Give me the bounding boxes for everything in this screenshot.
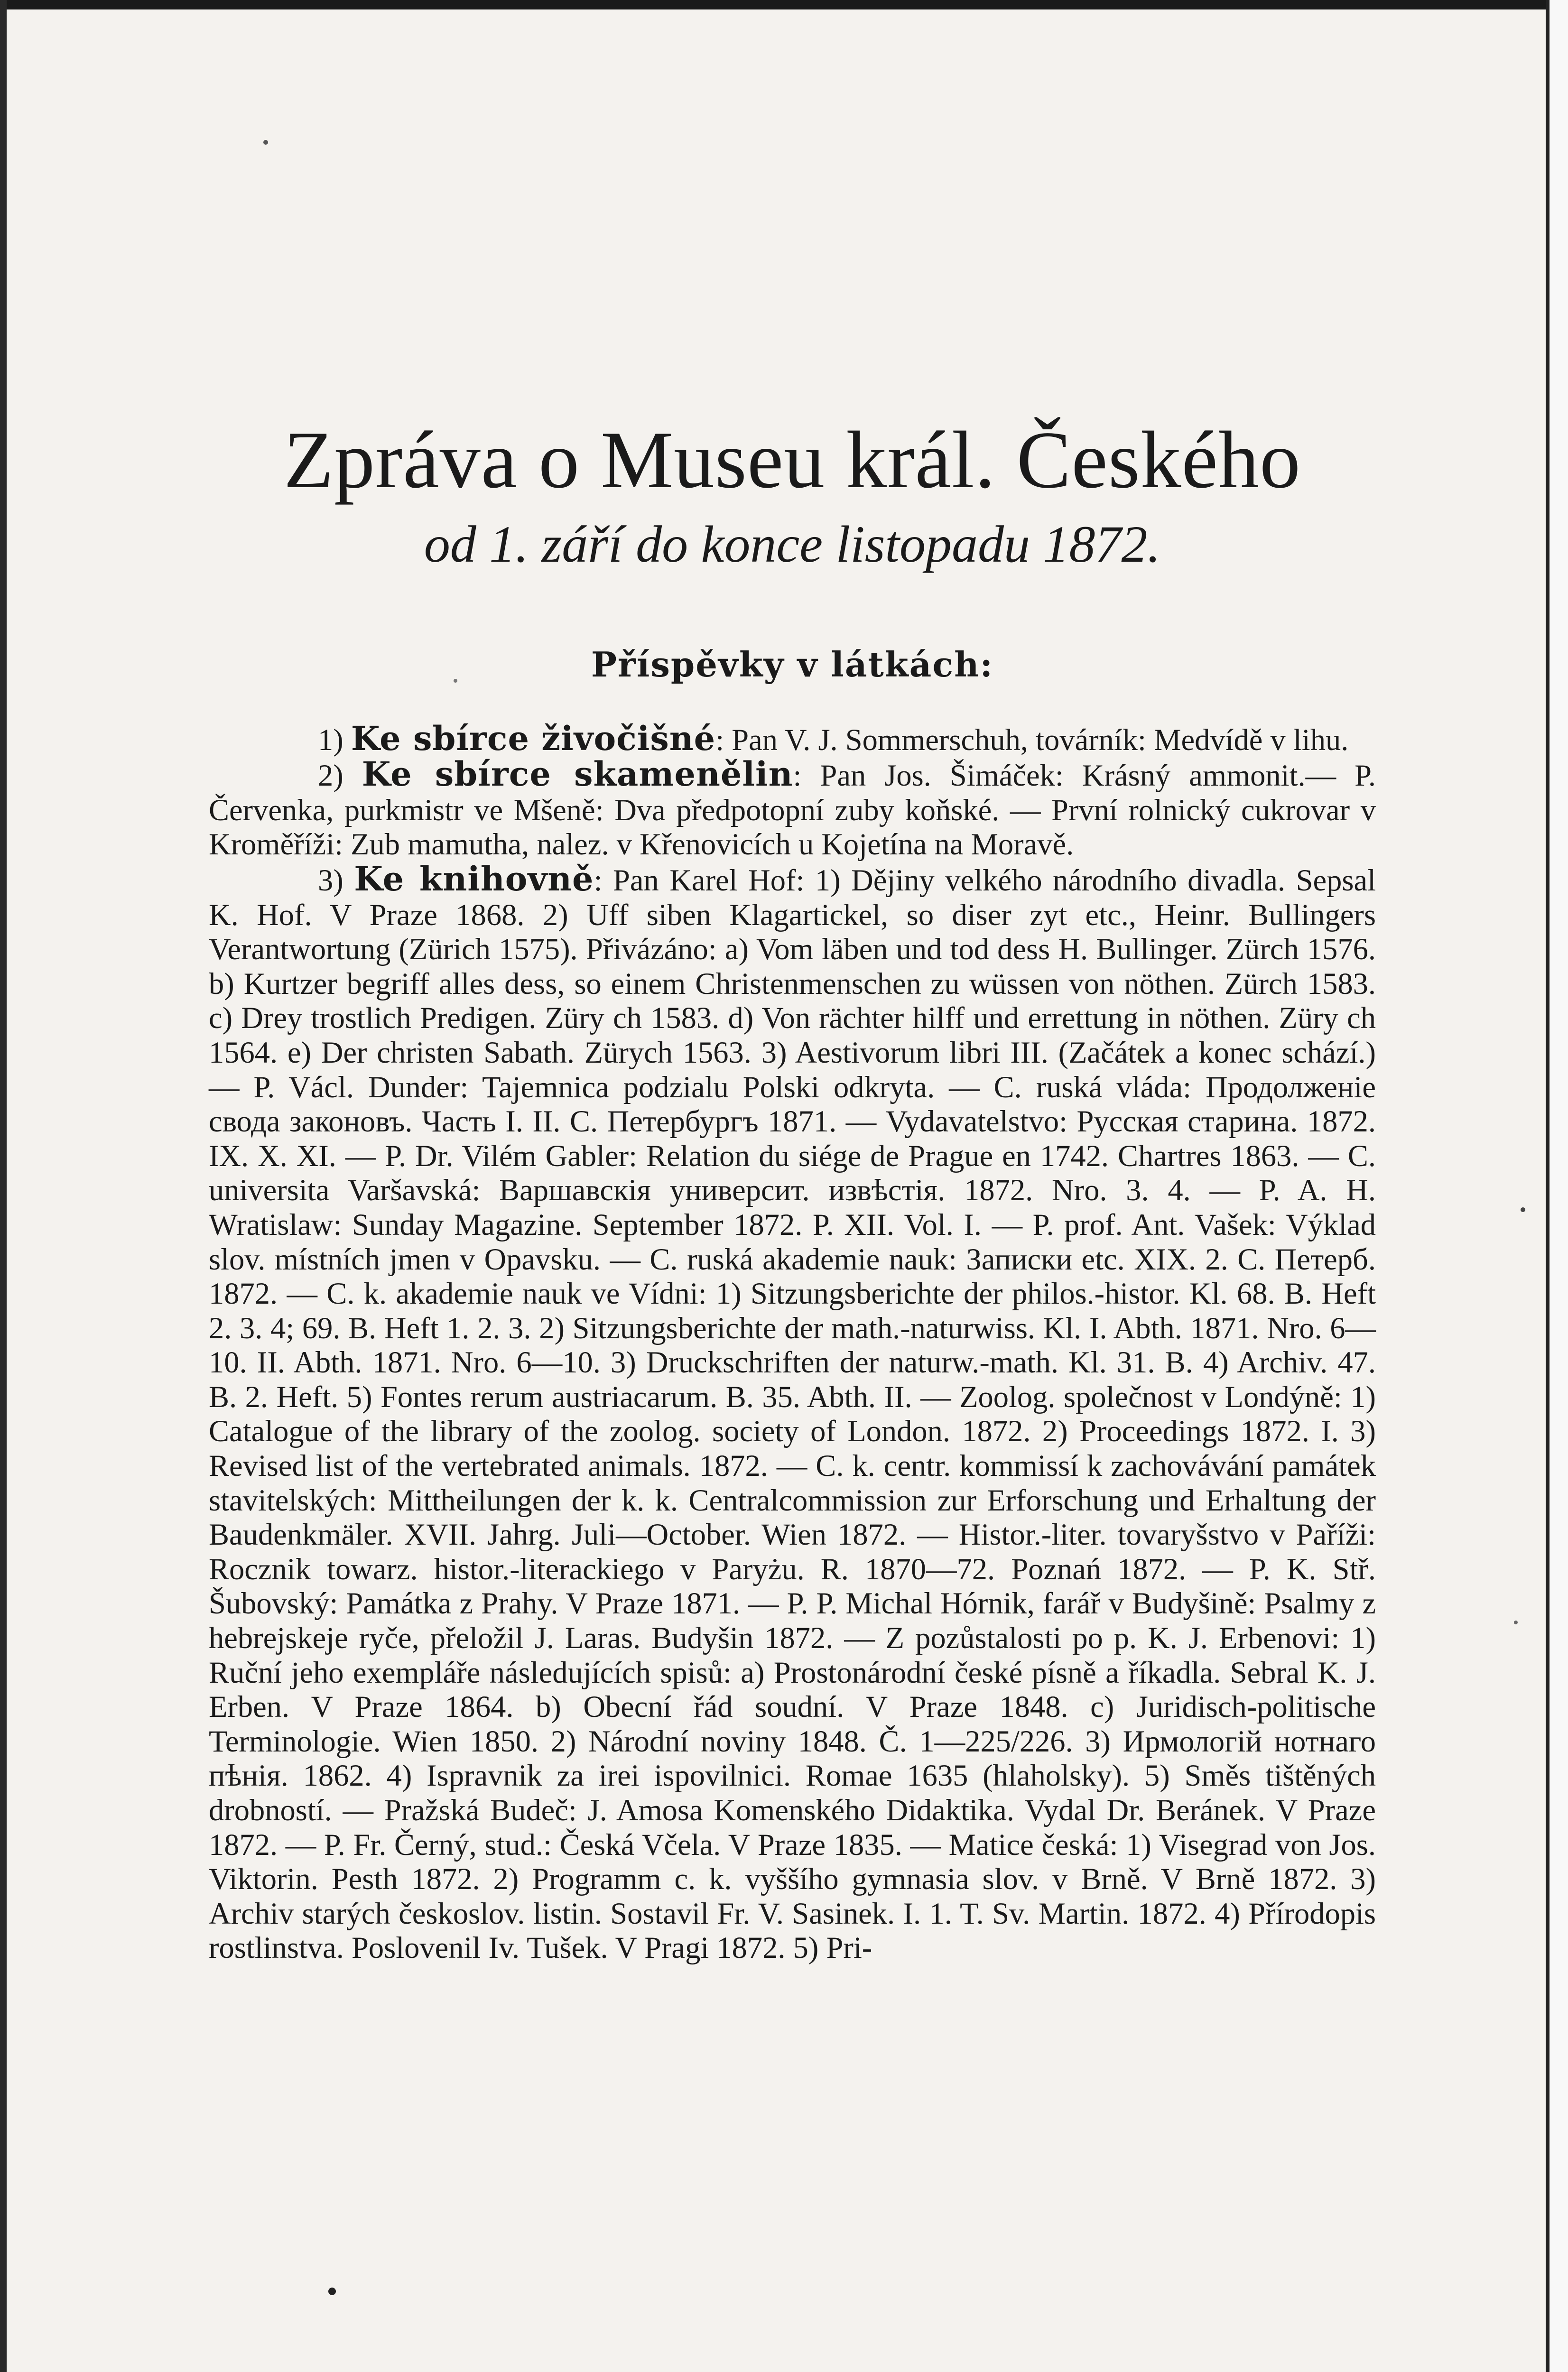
list-item [209,718,1376,758]
item-number: 3) [318,863,343,897]
list-item [209,754,1376,862]
ink-speck [1514,1621,1518,1624]
item-text: : Pan Karel Hof: 1) Dějiny velkého národního divadla. Sepsal K. Hof. V Praze 1868. 2) Uff siben Klagartickel, so diser zyt etc., Heinr. Bullingers Verantwortung (Zürich 1575). Přivázáno: a) Vom läben und tod dess H. Bullinger. Zürch 1576. b) Kurtzer begriff alles dess, so einem Christenmenschen zu wüssen von nöthen. Zürch 1583. c) Drey trostlich Predigen. Züry ch 1583. d) Von rächter hilff und errettung in nöthen. Züry ch 1564. e) Der christen Sabath. Zürych 1563. 3) Aestivorum libri III. (Začátek a konec schází.) — P. Václ. Dunder: Tajemnica podzialu Polski odkryta. — C. ruská vláda: Продолженіе свода законовъ. Часть I. II. С. Петербургъ 1871. — Vydavatelstvo: Русская старина. 1872. IX. X. XI. — P. Dr. Vilém Gabler: Relation du siége de Prague en 1742. Chartres 1863. — C. universita Varšavská: Варшавскія университ. извѣстія. 1872. Nro. 3. 4. — P. A. H. Wratislaw: Sunday Magazine. September 1872. P. XII. Vol. I. — P. prof. Ant. Vašek: Výklad slov. místních jmen v Opavsku. — C. ruská akademie nauk: Записки etc. XIX. 2. С. Петерб. 1872. — C. k. akademie nauk ve Vídni: 1) Sitzungsberichte der philos.-histor. Kl. 68. B. Heft 2. 3. 4; 69. B. Heft 1. 2. 3. 2) Sitzungsberichte der math.-naturwiss. Kl. I. Abth. 1871. Nro. 6—10. II. Abth. 1871. Nro. 6—10. 3) Druckschriften der naturw.-math. Kl. 31. B. 4) Archiv. 47. B. 2. Heft. 5) Fontes rerum austriacarum. B. 35. Abth. II. — Zoolog. společnost v Londýně: 1) Catalogue of the library of the zoolog. society of London. 1872. 2) Proceedings 1872. I. 3) Revised list of the vertebrated animals. 1872. — C. k. centr. kommissí k zachovávání památek stavitelských: Mittheilungen der k. k. Centralcommission zur Erforschung und Erhaltung der Baudenkmäler. XVII. Jahrg. Juli—October. Wien 1872. — Histor.-liter. tovaryšstvo v Paříži: Rocznik towarz. histor.-literackiego v Paryżu. R. 1870—72. Poznań 1872. — P. K. Stř. Šubovský: Památka z Prahy. V Praze 1871. — P. P. Michal Hórnik, farář v Budyšině: Psalmy z hebrejskeje ryče, přeložil J. Laras. Budyšin 1872. — Z pozůstalosti po p. K. J. Erbenovi: 1) Ruční jeho exempláře následujících spisů: a) Prostonárodní české písně a říkadla. Sebral K. J. Erben. V Praze 1864. b) Obecní řád soudní. V Praze 1848. c) Juridisch-politische Terminologie. Wien 1850. 2) Národní noviny 1848. Č. 1—225/226. 3) Ирмологій нотнаго пѣнія. 1862. 4) Ispravnik za irei ispovilnici. Romae 1635 (hlaholsky). 5) Směs tištěných drobností. — Pražská Budeč: J. Amosa Komenského Didaktika. Vydal Dr. Beránek. V Praze 1872. — P. Fr. Černý, stud.: Česká Včela. V Praze 1835. — Matice česká: 1) Visegrad von Jos. Viktorin. Pesth 1872. 2) Programm c. k. vyššího gymnasia slov. v Brně. V Brně 1872. 3) Archiv starých českoslov. listin. Sostavil Fr. V. Sasinek. I. 1. T. Sv. Martin. 1872. 4) Přírodopis rostlinstva. Poslovenil Iv. Tušek. V Pragi 1872. 5) Pri- [209,863,1376,1965]
page-subtitle: od 1. září do konce listopadu 1872. [424,515,1161,573]
item-heading: Ke sbírce živočišné [351,718,716,758]
item-heading: Ke sbírce skamenělin [362,754,793,794]
scan-border-left [0,0,7,2372]
scan-border-right [1546,0,1549,2372]
scan-border-top [0,0,1568,9]
ink-speck [263,140,268,145]
item-text: : Pan Jos. Šimáček: Krásný ammonit.— P. Červenka, purkmistr ve Mšeně: Dva předpotopní zuby koňské. — První rolnický cukrovar v Kroměříži: Zub mamutha, nalez. v Křenovicích u Kojetína na Moravě. [209,759,1376,862]
item-number: 2) [318,759,343,793]
item-text: : Pan V. J. Sommerschuh, továrník: Medvídě v lihu. [715,723,1349,757]
section-heading: Příspěvky v látkách: [591,644,994,685]
body-text [209,718,1376,1965]
page-content [209,417,1376,1965]
item-heading: Ke knihovně [354,859,594,899]
list-item [209,859,1376,1965]
page-title: Zpráva o Museu král. Českého [284,415,1301,505]
item-number: 1) [318,723,343,757]
scan-margin-strip [1549,0,1568,2372]
ink-speck [328,2288,336,2295]
ink-speck [1521,1207,1525,1212]
